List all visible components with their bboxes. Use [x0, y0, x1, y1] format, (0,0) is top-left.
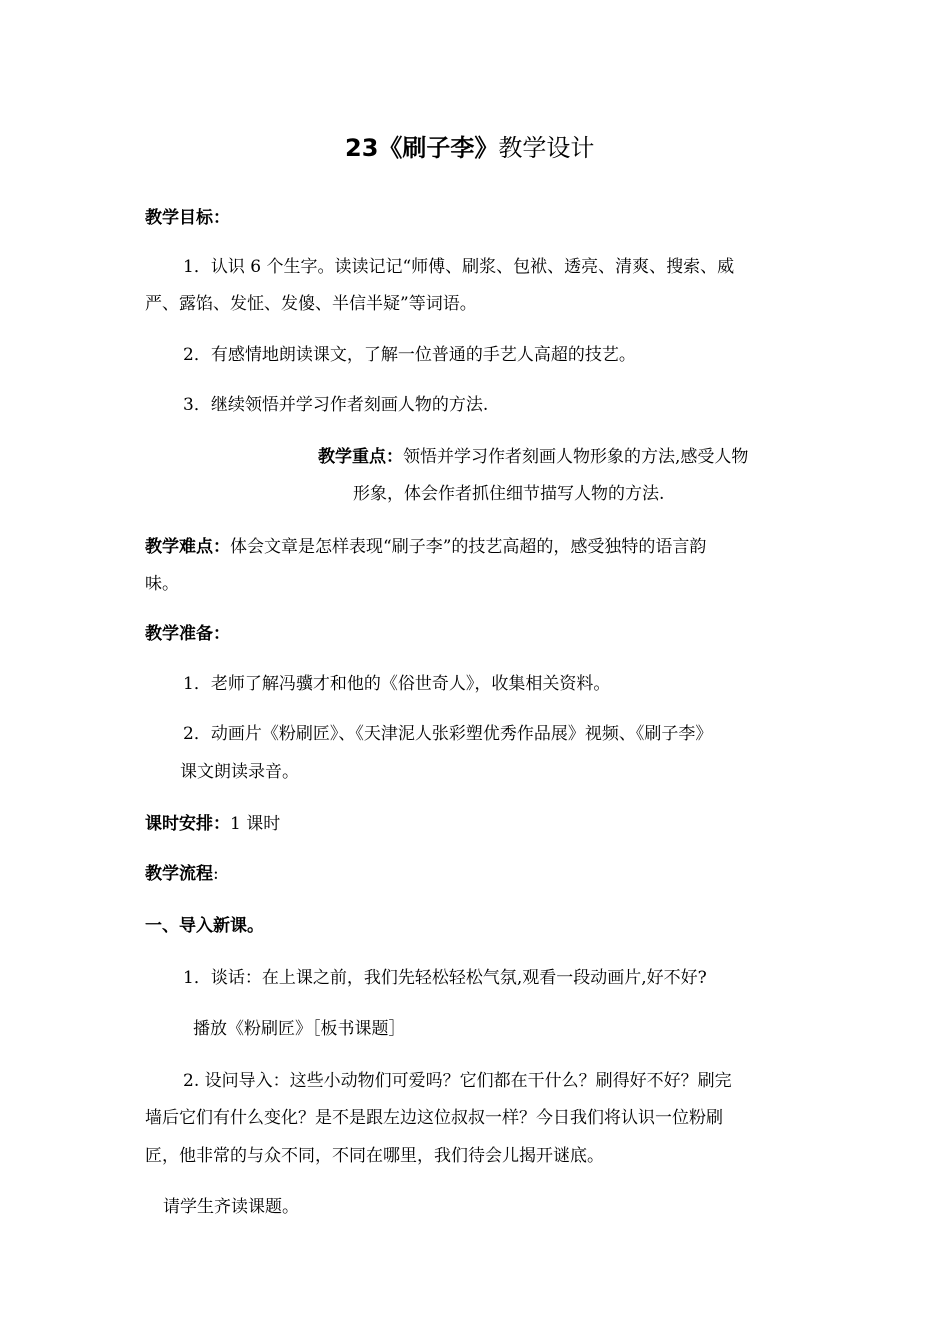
title-rest: 教学设计 [498, 134, 595, 162]
section-1-step-2-line-1: 2. 设问导入：这些小动物们可爱吗？它们都在干什么？刷得好不好？刷完 [183, 1071, 732, 1091]
difficulties-line-1 [145, 535, 706, 559]
objective-1-line-1: 1．认识 6 个生字。读读记记“师傅、刷浆、包袱、透亮、清爽、搜索、威 [183, 257, 735, 277]
schedule [145, 812, 280, 836]
objective-2: 2．有感情地朗读课文，了解一位普通的手艺人高超的技艺。 [183, 345, 636, 365]
key-points-text: 领悟并学习作者刻画人物形象的方法,感受人物 [403, 447, 749, 467]
section-1-heading: 一、导入新课。 [145, 916, 264, 936]
key-points-line-1 [318, 445, 748, 469]
title-bold: 23《刷子李》 [345, 134, 499, 162]
preparation-2-line-1: 2．动画片《粉刷匠》、《天津泥人张彩塑优秀作品展》视频、《刷子李》 [183, 724, 713, 744]
objective-1-line-2: 严、露馅、发怔、发傻、半信半疑”等词语。 [145, 294, 477, 314]
schedule-label: 课时安排： [145, 814, 230, 834]
key-points-label: 教学重点： [318, 447, 403, 467]
preparation-1: 1．老师了解冯骥才和他的《俗世奇人》，收集相关资料。 [183, 674, 611, 694]
difficulties-text: 体会文章是怎样表现“刷子李”的技艺高超的，感受独特的语言韵 [230, 537, 707, 557]
process-label: 教学流程 [145, 864, 213, 884]
preparation-2-line-2: 课文朗读录音。 [180, 762, 299, 782]
section-1-step-1-note: 播放《粉刷匠》［板书课题］ [193, 1019, 406, 1039]
page-title [345, 132, 594, 164]
process-heading [145, 862, 219, 886]
process-colon: : [213, 864, 219, 884]
objective-3: 3．继续领悟并学习作者刻画人物的方法. [183, 395, 489, 415]
objectives-heading: 教学目标： [145, 208, 230, 228]
difficulties-line-2: 味。 [145, 574, 179, 594]
section-1-step-3: 请学生齐读课题。 [163, 1197, 299, 1217]
preparation-heading: 教学准备： [145, 624, 230, 644]
schedule-value: 1 课时 [230, 814, 281, 834]
section-1-step-2-line-3: 匠，他非常的与众不同，不同在哪里，我们待会儿揭开谜底。 [145, 1146, 604, 1166]
section-1-step-2-line-2: 墙后它们有什么变化？是不是跟左边这位叔叔一样？今日我们将认识一位粉刷 [145, 1108, 723, 1128]
key-points-line-2: 形象，体会作者抓住细节描写人物的方法. [353, 484, 665, 504]
section-1-step-1: 1．谈话：在上课之前，我们先轻松轻松气氛,观看一段动画片,好不好? [183, 968, 707, 988]
difficulties-label: 教学难点： [145, 537, 230, 557]
